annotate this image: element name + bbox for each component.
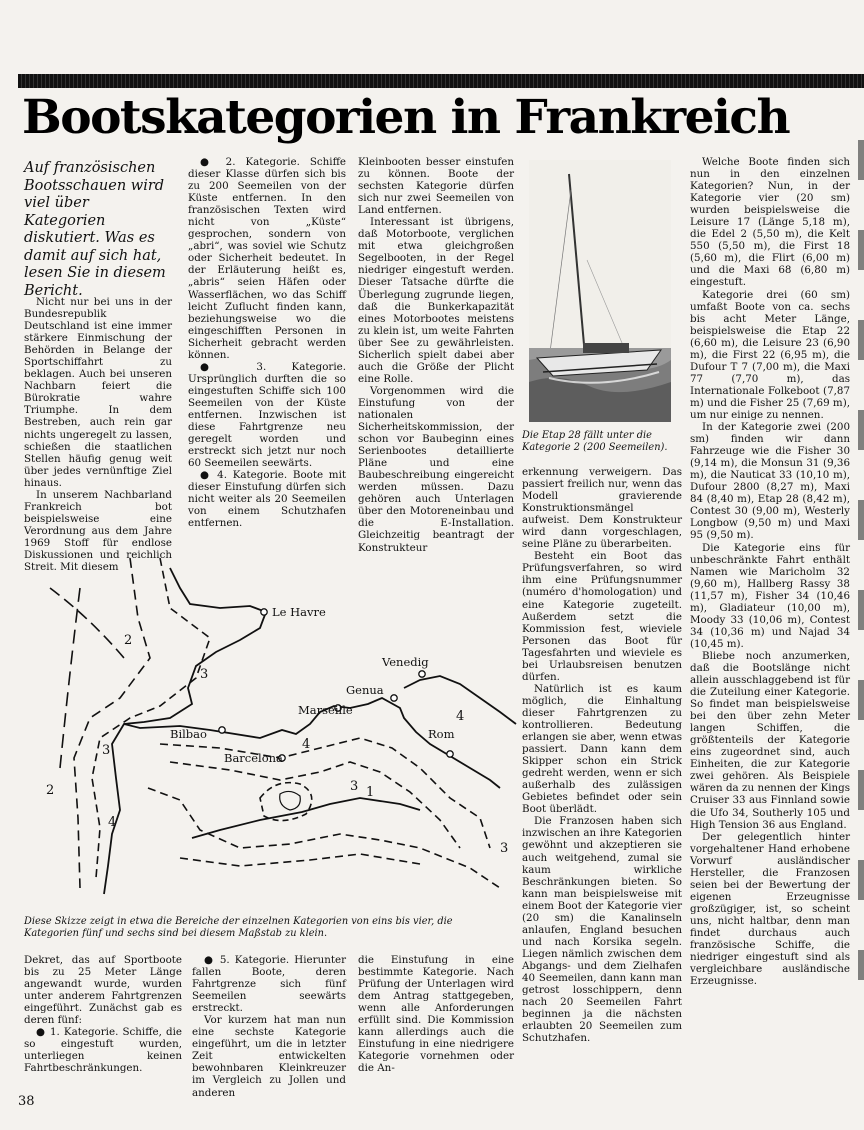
map-category-number-2: 2: [46, 783, 55, 798]
paragraph: Die Franzosen haben sich inzwischen an ihre Kategorien gewöhnt und akzeptieren sie auch weitgehend, zumal sie kaum wirkliche Beschränkungen bieten. So kann man beispielsweise mit einem Boot der Kategorie vier (20 sm) die Kanalinseln anlaufen, England besuchen und nach Korsika segeln. Liegen nämlich zwischen dem Abgangs- und dem Zielhafen 40 Seemeilen, dann kann man getrost losschippern, denn nach 20 Seemeilen Fahrt beginnen ja die nächsten erlaubten 20 Seemeilen zum Schutzhafen.: [522, 815, 682, 1045]
paragraph: Vor kurzem hat man nun eine sechste Kategorie eingeführt, um die in letzter Zeit entwickelten bewohnbaren Kleinkreuzer im Vergleich zu Jollen und anderen: [192, 1014, 346, 1099]
bottom-column-2: [192, 954, 346, 1099]
column-3-continued: [522, 466, 682, 1088]
paragraph: Nicht nur bei uns in der Bundesrepublik Deutschland ist eine immer stärkere Einmischung der Behörden in Belange der Sportschiffahrt zu beklagen. Auch bei unseren Nachbarn feiert die Bürokratie wahre Triumphe. In dem Bestreben, auch rein gar nichts ungeregelt zu lassen, schießen die staatlichen Stellen häufig genug weit über jedes vernünftige Ziel hinaus.: [24, 296, 172, 489]
map-caption: Diese Skizze zeigt in etwa die Bereiche der einzelnen Kategorien von eins bis vier, die Kategorien fünf und sechs sind bei diesem Maßstab zu klein.: [24, 916, 453, 939]
paragraph: Besteht ein Boot das Prüfungsverfahren, so wird ihm eine Prüfungsnummer (numéro d'homologation) und eine Kategorie zugeteilt. Außerdem setzt die Kommission fest, wieviele Personen das Boot für Tagesfahrten und wieviele es bei Urlaubsreisen benutzen dürfen.: [522, 550, 682, 683]
map-category-number-4: 4: [108, 815, 117, 830]
paragraph: In unserem Nachbarland Frankreich bot beispielsweise eine Verordnung aus dem Jahre 1969 Stoff für endlose Diskussionen und reichlich Streit. Mit diesem: [24, 488, 172, 574]
map-category-number-4: 4: [456, 709, 465, 724]
paragraph: Vorgenommen wird die Einstufung von der nationalen Sicherheitskommission, der schon vor Baubeginn eines Serienbootes detaillierte Pläne und eine Baubeschreibung eingereicht werden müssen. Dazu gehören auch Unterlagen über den Motoreneinbau und die E-Installation. Gleichzeitig beantragt der Konstrukteur: [358, 384, 514, 554]
column-3: [358, 156, 514, 554]
map-category-number-1: 1: [366, 785, 375, 800]
paragraph: ● 1. Kategorie. Schiffe, die so eingestuft wurden, unterliegen keinen Fahrtbeschränkungen.: [24, 1026, 182, 1075]
map-label-le-havre: Le Havre: [272, 605, 326, 619]
lead-paragraph: Auf französischen Bootsschauen wird viel über Kategorien diskutiert. Was es damit auf sich hat, lesen Sie in diesem Bericht.: [24, 160, 166, 299]
paragraph: Die Kategorie eins für unbeschränkte Fahrt enthält Namen wie Maricholm 32 (9,60 m), Hallberg Rassy 38 (11,57 m), Fisher 34 (10,46 m), Gladiateur (10,00 m), Moody 33 (10,06 m), Contest 34 (10,36 m) und Najad 34 (10,45 m).: [690, 541, 850, 650]
page-number: 38: [18, 1094, 35, 1109]
map-label-marseille: Marseille: [298, 703, 353, 717]
paragraph: Kategorie drei (60 sm) umfaßt Boote von ca. sechs bis acht Meter Länge, beispielsweise die Etap 22 (6,60 m), die Leisure 23 (6,90 m), die First 22 (6,95 m), die Dufour T 7 (7,00 m), die Maxi 77 (7,70 m), das Internationale Folkeboot (7,87 m) und die Fisher 25 (7,69 m), um nur einige zu nennen.: [690, 288, 850, 421]
map-category-number-2: 2: [124, 633, 133, 648]
paragraph: Welche Boote finden sich nun in den einzelnen Kategorien? Nun, in der Kategorie vier (20 sm) wurden beispielsweise die Leisure 17 (Länge 5,18 m), die Edel 2 (5,50 m), die Kelt 550 (5,50 m), die First 18 (5,60 m), die Flirt (6,00 m) und die Maxi 68 (6,80 m) eingestuft.: [690, 156, 850, 289]
headline: Bootskategorien in Frankreich: [22, 90, 790, 145]
page-edge-scan-mark: [858, 140, 864, 980]
map-category-number-4: 4: [302, 737, 311, 752]
paragraph: In der Kategorie zwei (200 sm) finden wir dann Fahrzeuge wie die Fisher 30 (9,14 m), die Monsun 31 (9,36 m), die Nauticat 33 (10,10 m), Dufour 2800 (8,27 m), Maxi 84 (8,40 m), Etap 28 (8,42 m), Contest 30 (9,00 m), Westerly Longbow (9,50 m) und Maxi 95 (9,50 m).: [690, 421, 850, 542]
paragraph: Bliebe noch anzumerken, daß die Bootslänge nicht allein ausschlaggebend ist für die Zuteilung einer Kategorie. So findet man beispielsweise bei den über zehn Meter langen Schiffen, die größtenteils der Kategorie eins zugeordnet sind, auch Einheiten, die zur Kategorie zwei gehören. Als Beispiele wären da zu nennen der Kings Cruiser 33 aus Finnland sowie die Ufo 34, Southerly 105 und High Tension 36 aus England.: [690, 649, 850, 831]
paragraph: ● 4. Kategorie. Boote mit dieser Einstufung dürfen sich nicht weiter als 20 Seemeilen von einem Schutzhafen entfernen.: [188, 469, 346, 530]
paragraph: Interessant ist übrigens, daß Motorboote, verglichen mit etwa gleichgroßen Segelbooten, in der Regel niedriger eingestuft werden. Dieser Tatsache dürfte die Überlegung zugrunde liegen, daß die Bunkerkapazität eines Motorbootes meistens zu klein ist, um weite Fahrten über See zu gewährleisten. Sicherlich spielt dabei aber auch die Größe der Plicht eine Rolle.: [358, 216, 514, 385]
header-rule: [18, 74, 864, 88]
map-category-number-3: 3: [200, 667, 209, 682]
paragraph: ● 2. Kategorie. Schiffe dieser Klasse dürfen sich bis zu 200 Seemeilen von der Küste entfernen. In den französischen Texten wird nicht von „Küste“ gesprochen, sondern von „abri“, was soviel wie Schutz oder Sicherheit bedeutet. In der Erläuterung heißt es, „abris“ seien Häfen oder Wasserflächen, wo das Schiff leicht Zuflucht finden kann, beziehungsweise wo die eingeschifften Personen in Sicherheit gebracht werden können.: [188, 156, 346, 361]
map-label-venedig: Venedig: [382, 655, 429, 669]
sailboat-photo: [529, 160, 671, 422]
map-label-barcelona: Barcelona: [224, 751, 283, 765]
map-category-number-3: 3: [350, 779, 359, 794]
bottom-column-3: [358, 954, 514, 1080]
paragraph: Der gelegentlich hinter vorgehaltener Hand erhobene Vorwurf ausländischer Hersteller, die Franzosen seien bei der Bewertung der eigenen Erzeugnisse großzügiger, ist, so scheint uns, nicht haltbar, denn man findet durchaus auch französische Schiffe, die niedriger eingestuft sind als vergleichbare ausländische Erzeugnisse.: [690, 830, 850, 988]
map-label-genua: Genua: [346, 683, 384, 697]
paragraph: erkennung verweigern. Das passiert freilich nur, wenn das Modell gravierende Konstruktionsmängel aufweist. Dem Konstrukteur wird dann vorgeschlagen, seine Pläne zu überarbeiten.: [522, 466, 682, 551]
photo-caption: Die Etap 28 fällt unter die Kategorie 2 (200 Seemeilen).: [522, 430, 668, 453]
paragraph: ● 5. Kategorie. Hierunter fallen Boote, deren Fahrtgrenze sich fünf Seemeilen seewärts erstreckt.: [192, 954, 346, 1015]
map-category-number-3: 3: [102, 743, 111, 758]
category-map: [20, 548, 520, 914]
map-label-rom: Rom: [428, 727, 455, 741]
map-category-number-3: 3: [500, 841, 509, 856]
paragraph: die Einstufung in eine bestimmte Kategorie. Nach Prüfung der Unterlagen wird dem Antrag stattgegeben, wenn alle Anforderungen erfüllt sind. Die Kommission kann allerdings auch die Einstufung in eine niedrigere Kategorie vornehmen oder die An-: [358, 954, 514, 1075]
column-2: [188, 156, 346, 548]
paragraph: Kleinbooten besser einstufen zu können. Boote der sechsten Kategorie dürfen sich nur zwei Seemeilen von Land entfernen.: [358, 156, 514, 217]
bottom-column-1: [24, 954, 182, 1080]
column-1: [24, 296, 172, 574]
paragraph: Natürlich ist es kaum möglich, die Einhaltung dieser Fahrtgrenzen zu kontrollieren. Bedeutung erlangen sie aber, wenn etwas passiert. Dann kann dem Skipper schon ein Strick gedreht werden, wenn er sich außerhalb des zulässigen Gebietes befindet oder sein Boot überlädt.: [522, 682, 682, 816]
paragraph: Dekret, das auf Sportboote bis zu 25 Meter Länge angewandt wurde, wurden unter anderem Fahrtgrenzen eingeführt. Zunächst gab es deren fünf:: [24, 954, 182, 1027]
paragraph: ● 3. Kategorie. Ursprünglich durften die so eingestuften Schiffe sich 100 Seemeilen von der Küste entfernen. Inzwischen ist diese Fahrtgrenze neu geregelt worden und erstreckt sich jetzt nur noch 60 Seemeilen seewärts.: [188, 360, 346, 470]
map-label-bilbao: Bilbao: [170, 727, 207, 741]
column-4: [690, 156, 850, 1084]
